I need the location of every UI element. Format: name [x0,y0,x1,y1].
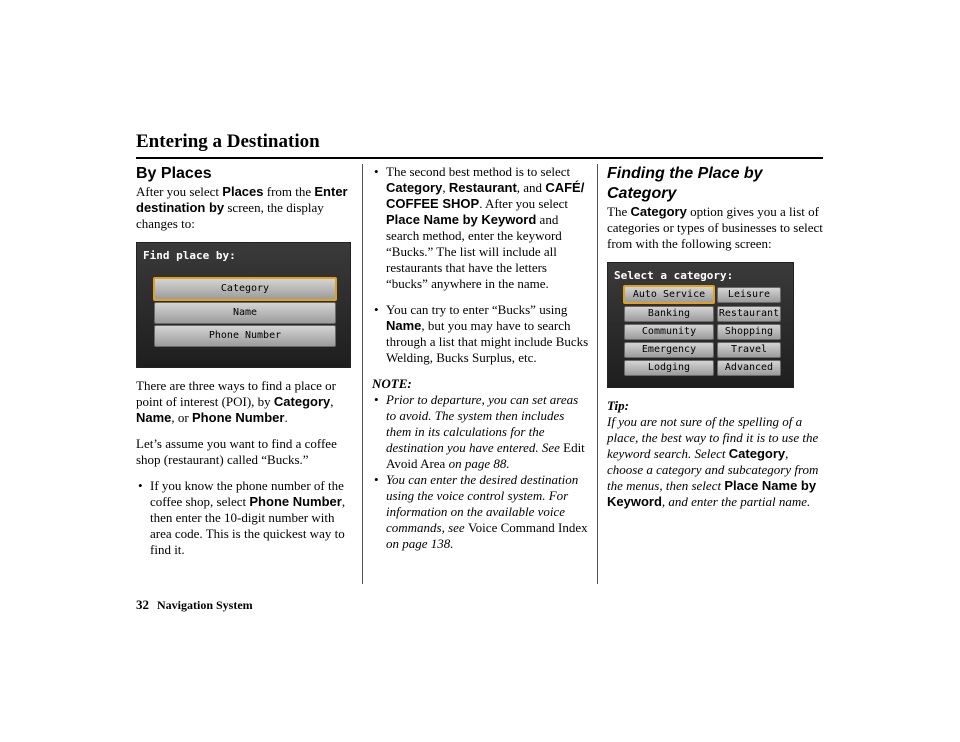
ui-term: Phone Number [192,410,285,425]
ui-term: Name [136,410,172,425]
emergency-button[interactable]: Emergency [624,342,714,358]
restaurant-button[interactable]: Restaurant [717,306,781,322]
page-number: 32 [136,597,149,612]
cross-reference: Edit Avoid Area [386,440,585,471]
text: . After you select [479,196,568,211]
section-heading-by-places: By Places [136,165,212,182]
column-divider [362,164,363,584]
ui-term: Name [386,318,422,333]
lodging-button[interactable]: Lodging [624,360,714,376]
screen-label: Select a category: [614,269,734,282]
ui-term: Category [273,394,331,409]
shopping-button[interactable]: Shopping [717,324,781,340]
text: There are three ways to find a place or point of interest (POI), by [136,378,336,409]
ui-term: Enter destination by [136,184,348,215]
text: If you know the phone number of the coffee shop, select [150,478,344,509]
text: , then enter the 10-digit number with area code. This is the quickest way to find it. [150,494,346,557]
note-title: NOTE: [372,376,412,391]
auto-service-button[interactable]: Auto Service [623,285,715,304]
cross-reference: Voice Command Index [467,520,588,535]
ui-term: Category [386,180,443,195]
phone-number-button[interactable]: Phone Number [154,325,336,347]
screen-label: Find place by: [143,249,236,262]
bullet-item [136,478,354,558]
column-3 [607,164,825,510]
ui-term: Category [630,204,687,219]
name-button[interactable]: Name [154,302,336,324]
text: , but you may have to search through a list that might include Bucks Welding, Bucks Surplus, etc. [386,318,589,365]
note-item [372,472,590,552]
text: on page 138. [386,536,454,551]
text: , and [516,180,546,195]
ui-term: Restaurant [448,180,517,195]
text: , and enter the partial name. [661,494,811,509]
text: on page 88. [445,456,510,471]
text: You can enter the desired destination using the voice control system. For information on the available voice commands, see [386,472,579,535]
leisure-button[interactable]: Leisure [717,287,781,303]
text: After you select [136,184,223,199]
page-footer [136,597,253,613]
footer-label: Navigation System [157,598,253,612]
ui-term: CAFÉ/ COFFEE SHOP [386,180,585,211]
find-place-screen [136,242,351,368]
text: from the [263,184,315,199]
text: You can try to enter “Bucks” using [386,302,568,317]
ui-term: Phone Number [249,494,342,509]
text: and search method, enter the keyword “Bucks.” The list will include all restaurants that have the letters “bucks” anywhere in the name. [386,212,562,291]
text: option gives you a list of categories or types of businesses to select from with the following screen: [607,204,823,251]
category-button[interactable]: Category [153,277,337,301]
tip-title: Tip: [607,398,629,413]
select-category-screen [607,262,794,388]
text: , [330,394,334,409]
text: Prior to departure, you can set areas to avoid. The system then includes them in its calculations for the destination you have entered. See [386,392,579,455]
text: The [607,204,631,219]
text: If you are not sure of the spelling of a place, the best way to find it is to use the keyword search. Select [607,414,819,461]
text: The second best method is to select [386,164,571,179]
ui-term: Category [728,446,786,461]
text: , [442,180,449,195]
bullet-item [372,302,590,366]
text: , choose a category and subcategory from the menus, then select [607,446,819,493]
banking-button[interactable]: Banking [624,306,714,322]
ui-term: Place Name by Keyword [607,478,817,509]
text: , or [171,410,193,425]
note-item [372,392,590,472]
advanced-button[interactable]: Advanced [717,360,781,376]
intro-paragraph [136,184,354,232]
column-2 [372,164,590,552]
travel-button[interactable]: Travel [717,342,781,358]
text: . [284,410,288,425]
community-button[interactable]: Community [624,324,714,340]
title-rule [136,157,823,159]
ui-term: Place Name by Keyword [386,212,537,227]
ways-paragraph [136,378,354,426]
section-heading-by-category: Finding the Place by Category [607,165,763,202]
text: screen, the display changes to: [136,200,324,231]
column-1 [136,164,354,568]
ui-term: Places [222,184,264,199]
column-divider [597,164,598,584]
bucks-paragraph: Let’s assume you want to find a coffee shop (restaurant) called “Bucks.” [136,436,337,467]
page-title: Entering a Destination [136,131,320,152]
bullet-item [372,164,590,292]
category-intro [607,204,825,252]
tip-text [607,414,825,510]
